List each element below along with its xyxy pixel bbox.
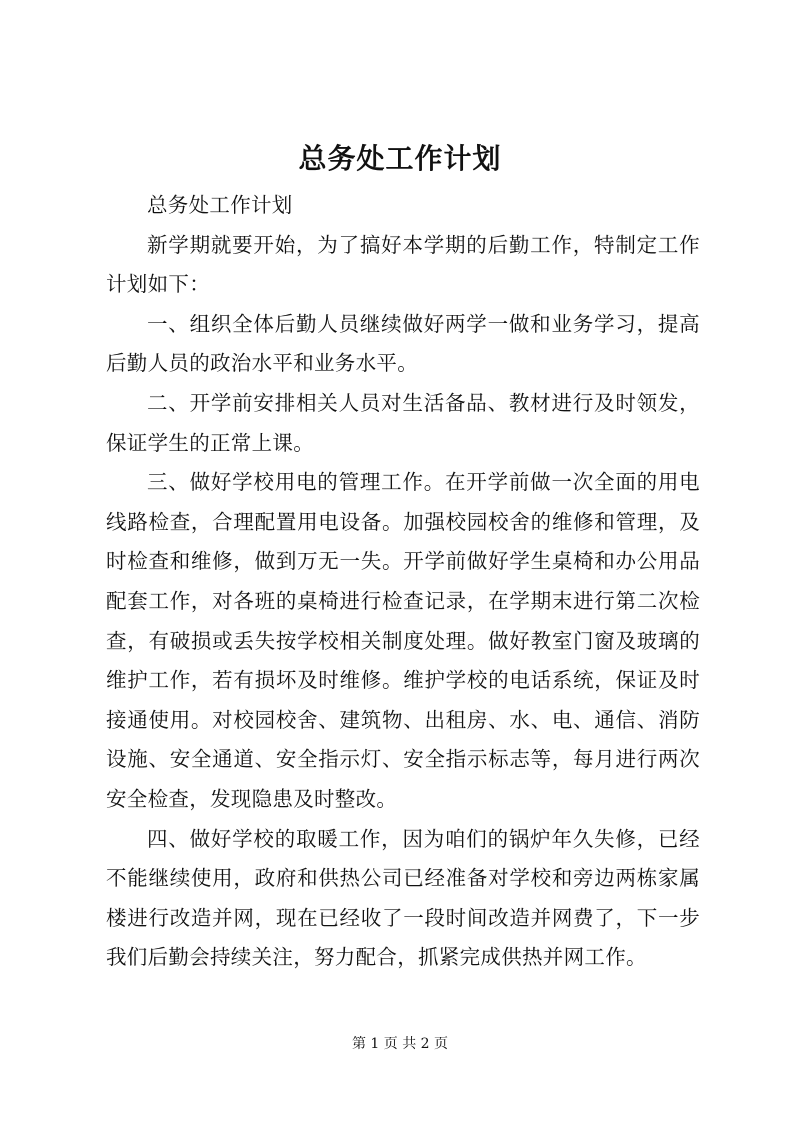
paragraph-item-4: 四、做好学校的取暖工作，因为咱们的锅炉年久失修，已经不能继续使用，政府和供热公司已经准备对学校和旁边两栋家属楼进行改造并网，现在已经收了一段时间改造并网费了，下一步我们后勤会持续关注，努力配合，抓紧完成供热并网工作。 <box>106 826 700 970</box>
paragraph-intro: 新学期就要开始，为了搞好本学期的后勤工作，特制定工作计划如下： <box>106 232 700 297</box>
document-title: 总务处工作计划 <box>298 142 502 175</box>
paragraph-item-3: 三、做好学校用电的管理工作。在开学前做一次全面的用电线路检查，合理配置用电设备。加强校园校舍的维修和管理，及时检查和维修，做到万无一失。开学前做好学生桌椅和办公用品配套工作，对各班的桌椅进行检查记录，在学期末进行第二次检查，有破损或丢失按学校相关制度处理。做好教室门窗及玻璃的维护工作，若有损坏及时维修。维护学校的电话系统，保证及时接通使用。对校园校舍、建筑物、出租房、水、电、通信、消防设施、安全通道、安全指示灯、安全指示标志等，每月进行两次安全检查，发现隐患及时整改。 <box>106 470 700 811</box>
paragraph-item-2: 二、开学前安排相关人员对生活备品、教材进行及时领发，保证学生的正常上课。 <box>106 390 700 455</box>
document-body <box>106 186 700 978</box>
paragraph-subtitle: 总务处工作计划 <box>147 193 293 217</box>
page-footer: 第 1 页 共 2 页 <box>351 1036 449 1052</box>
paragraph-item-1: 一、组织全体后勤人员继续做好两学一做和业务学习，提高后勤人员的政治水平和业务水平。 <box>106 311 700 376</box>
